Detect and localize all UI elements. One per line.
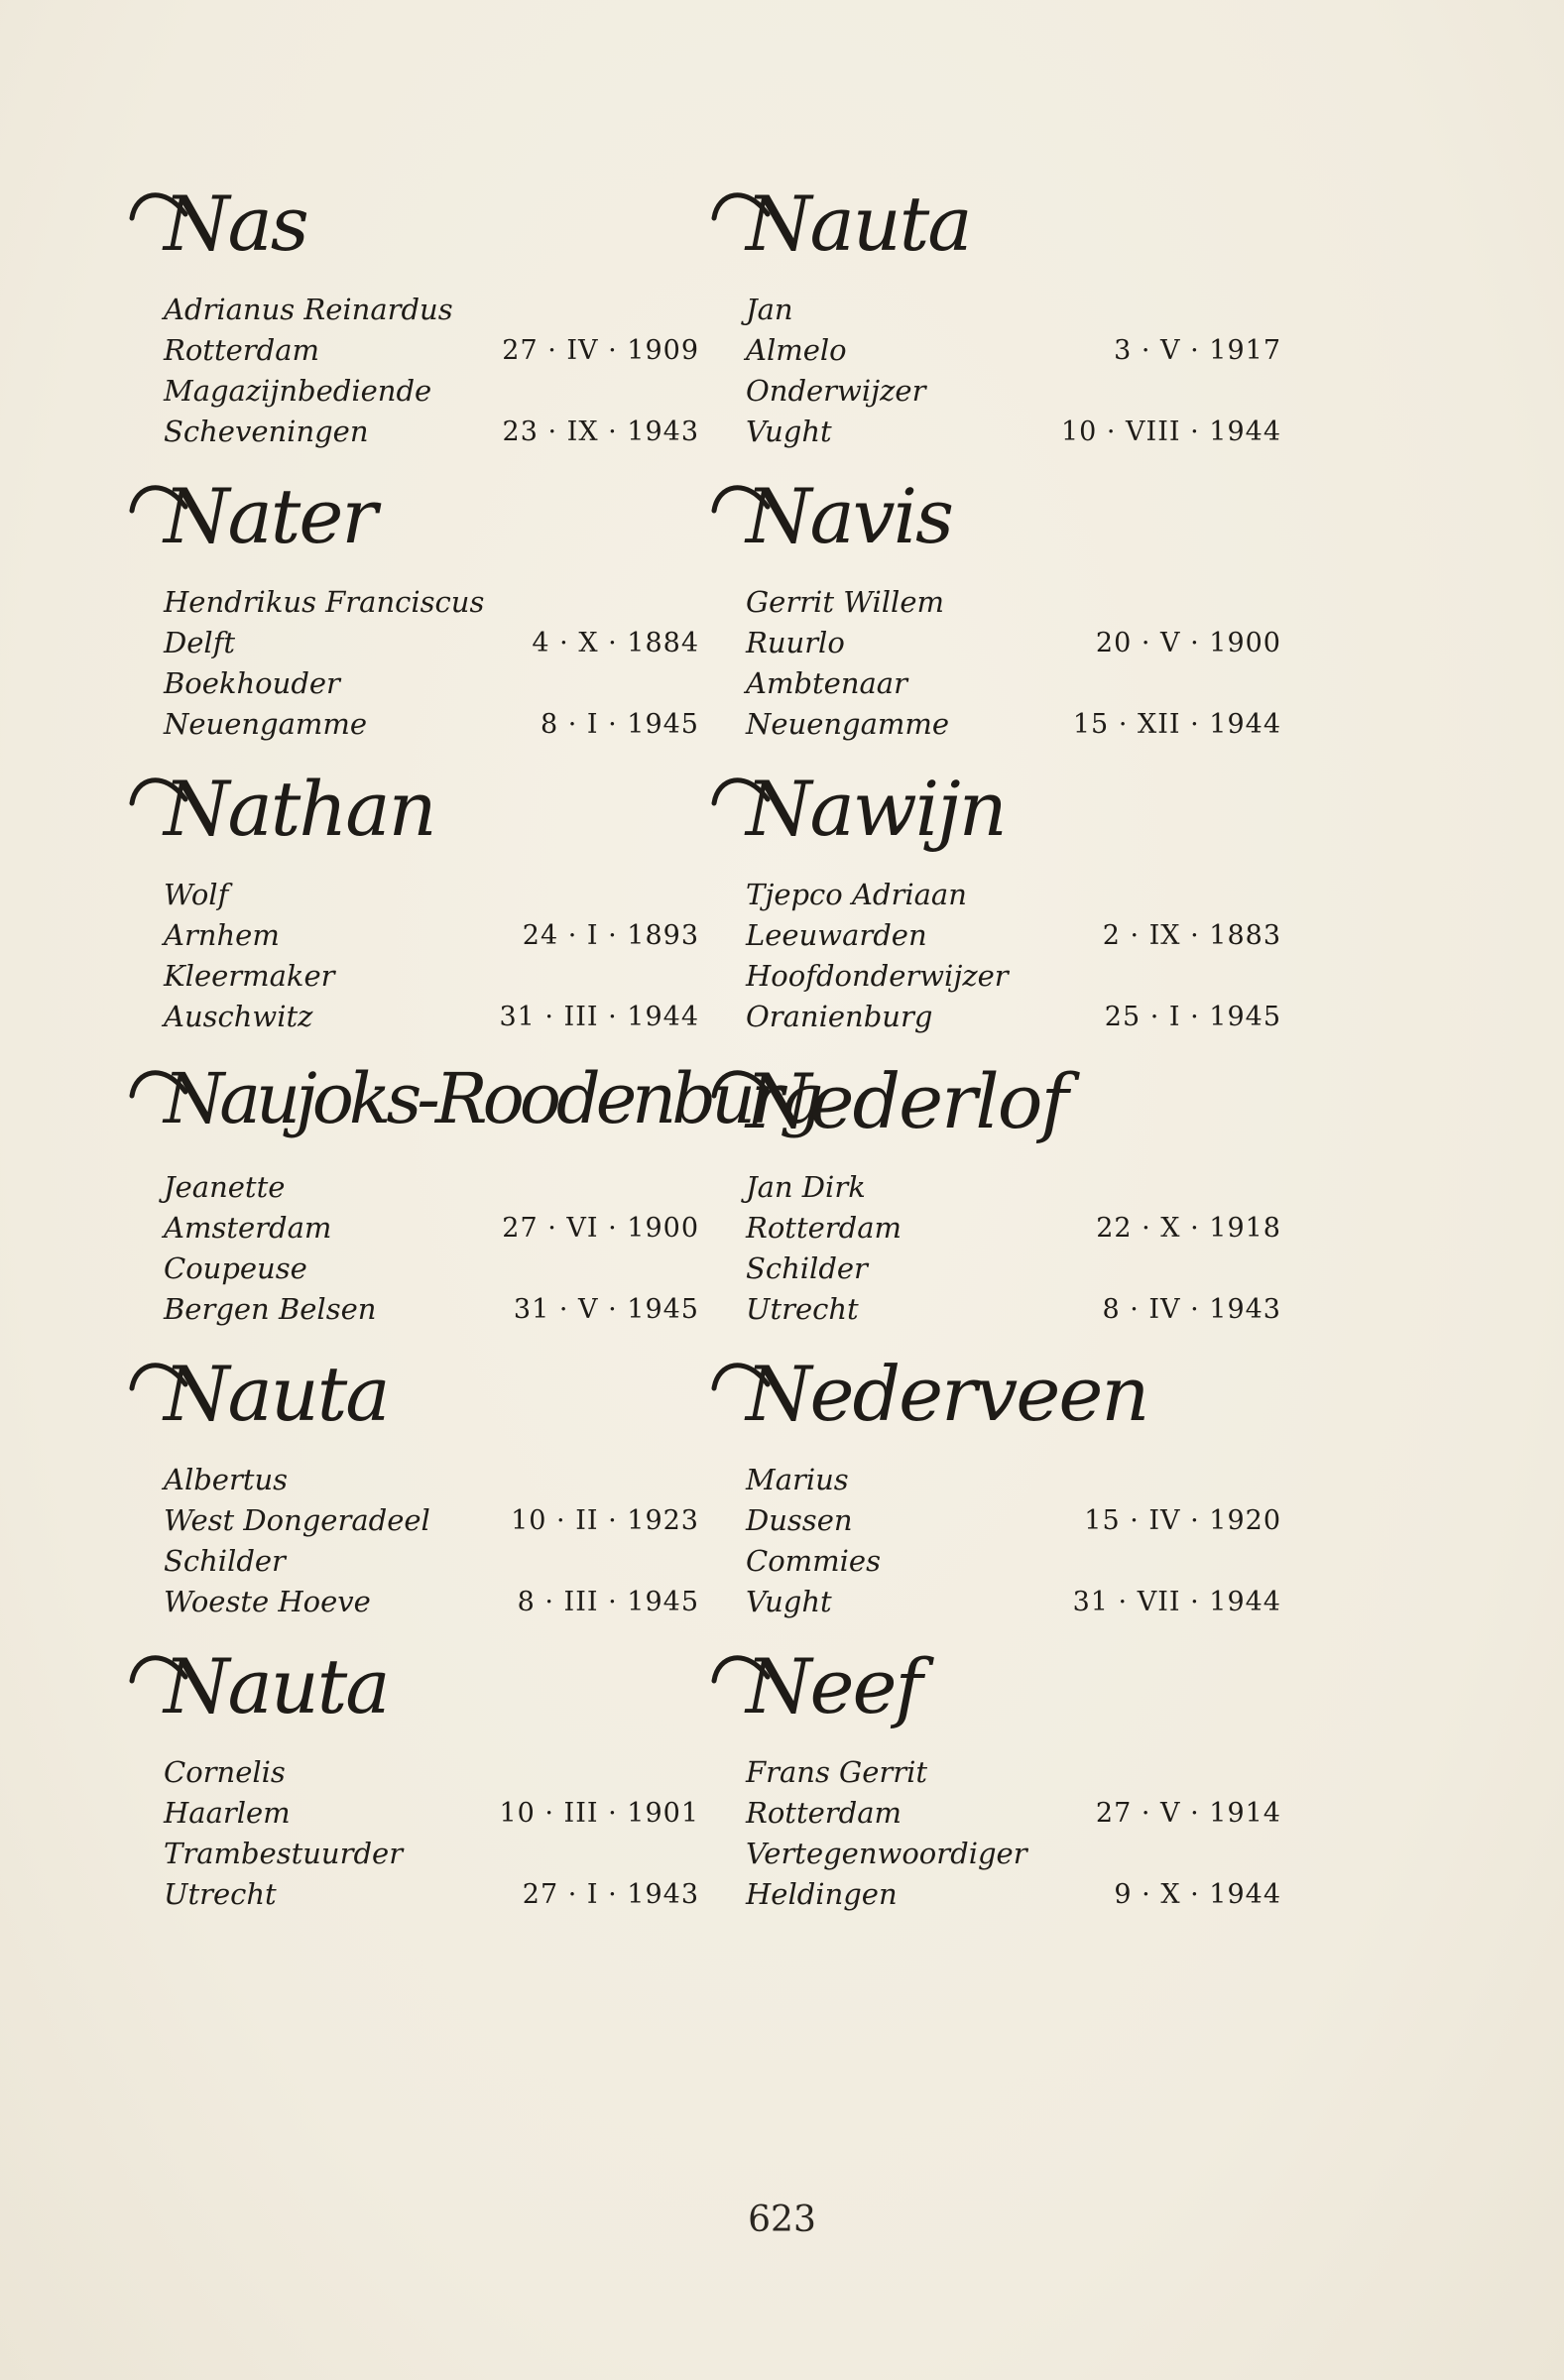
surname-text: Nederlof: [746, 1057, 1067, 1145]
birth-place: Rotterdam: [746, 1211, 902, 1245]
occupation-row: [706, 663, 1281, 704]
occupation-row: [706, 371, 1281, 412]
birth-date: 15 · IV · 1920: [1084, 1505, 1281, 1536]
birth-date: 10 · II · 1923: [511, 1505, 699, 1536]
death-place: Vught: [746, 1585, 832, 1618]
death-date: 8 · IV · 1943: [1102, 1294, 1281, 1325]
death-place: Bergen Belsen: [164, 1292, 377, 1326]
occupation-row: [124, 1834, 699, 1874]
surname-heading: [124, 471, 699, 582]
calligraphic-flourish-icon: [124, 764, 193, 833]
calligraphic-flourish-icon: [706, 178, 776, 248]
surname-heading: [706, 1641, 1281, 1752]
birth-row: [706, 1500, 1281, 1541]
memorial-entry: [124, 178, 699, 471]
surname-heading: [706, 1056, 1281, 1167]
death-date: 23 · IX · 1943: [502, 416, 699, 447]
given-names: Tjepco Adriaan: [746, 878, 967, 911]
death-date: 8 · I · 1945: [540, 709, 699, 740]
birth-place: Delft: [164, 626, 236, 659]
occupation-row: [706, 1834, 1281, 1874]
surname-heading: [706, 471, 1281, 582]
birth-place: Haarlem: [164, 1796, 291, 1830]
birth-date: 22 · X · 1918: [1096, 1213, 1281, 1244]
birth-date: 24 · I · 1893: [522, 920, 699, 951]
occupation-row: [124, 663, 699, 704]
death-date: 25 · I · 1945: [1104, 1002, 1281, 1032]
given-names: Marius: [746, 1463, 849, 1496]
surname-heading: [124, 1056, 819, 1167]
birth-row: [124, 1793, 699, 1834]
occupation: Schilder: [746, 1251, 868, 1285]
birth-date: 3 · V · 1917: [1114, 335, 1281, 366]
memorial-entry: [706, 1056, 1281, 1349]
occupation: Ambtenaar: [746, 666, 907, 700]
given-names-row: [124, 290, 699, 330]
birth-row: [124, 1208, 699, 1249]
given-names-row: [706, 875, 1281, 915]
surname-heading: [706, 764, 1281, 875]
memorial-entry: [124, 764, 699, 1056]
birth-row: [706, 915, 1281, 956]
death-row: [706, 412, 1281, 452]
death-place: Utrecht: [164, 1877, 277, 1911]
birth-place: Rotterdam: [164, 333, 319, 367]
occupation-row: [124, 371, 699, 412]
given-names-row: [124, 1167, 699, 1208]
death-place: Utrecht: [746, 1292, 859, 1326]
calligraphic-flourish-icon: [706, 471, 776, 540]
birth-place: Dussen: [746, 1503, 853, 1537]
birth-row: [706, 1208, 1281, 1249]
given-names-row: [124, 1752, 699, 1793]
given-names-row: [124, 582, 699, 623]
death-date: 31 · III · 1944: [499, 1002, 699, 1032]
death-row: [124, 1874, 699, 1915]
surname-text: Nauta: [164, 1642, 389, 1730]
surname-text: Neef: [746, 1642, 921, 1730]
birth-date: 2 · IX · 1883: [1102, 920, 1281, 951]
birth-row: [124, 623, 699, 663]
surname-text: Nathan: [164, 765, 435, 853]
given-names-row: [706, 582, 1281, 623]
surname-heading: [706, 1349, 1281, 1460]
given-names: Jeanette: [164, 1170, 286, 1204]
death-row: [124, 412, 699, 452]
birth-place: Rotterdam: [746, 1796, 902, 1830]
occupation: Schilder: [164, 1544, 286, 1578]
death-date: 9 · X · 1944: [1114, 1879, 1281, 1910]
birth-date: 27 · V · 1914: [1095, 1798, 1281, 1829]
death-row: [706, 1582, 1281, 1622]
birth-place: Almelo: [746, 333, 847, 367]
occupation: Trambestuurder: [164, 1837, 404, 1870]
surname-text: Naujoks-Roodenburg: [164, 1058, 819, 1139]
occupation: Coupeuse: [164, 1251, 307, 1285]
birth-row: [124, 1500, 699, 1541]
calligraphic-flourish-icon: [706, 1641, 776, 1711]
occupation-row: [706, 1249, 1281, 1289]
calligraphic-flourish-icon: [124, 178, 193, 248]
given-names-row: [124, 875, 699, 915]
death-place: Scheveningen: [164, 415, 369, 448]
given-names: Gerrit Willem: [746, 585, 944, 619]
given-names-row: [706, 1460, 1281, 1500]
surname-text: Nas: [164, 179, 307, 268]
death-place: Neuengamme: [746, 707, 950, 741]
memorial-entry: [706, 1641, 1281, 1934]
calligraphic-flourish-icon: [706, 764, 776, 833]
occupation-row: [706, 1541, 1281, 1582]
occupation: Vertegenwoordiger: [746, 1837, 1027, 1870]
death-row: [124, 1582, 699, 1622]
surname-text: Navis: [746, 472, 953, 560]
memorial-entry: [124, 471, 699, 764]
death-place: Heldingen: [746, 1877, 898, 1911]
death-row: [706, 1289, 1281, 1330]
calligraphic-flourish-icon: [124, 1056, 193, 1126]
occupation-row: [124, 956, 699, 997]
birth-place: Arnhem: [164, 918, 280, 952]
occupation-row: [124, 1541, 699, 1582]
memorial-entry: [124, 1349, 699, 1641]
birth-row: [124, 915, 699, 956]
calligraphic-flourish-icon: [706, 1056, 776, 1126]
death-place: Vught: [746, 415, 832, 448]
death-row: [124, 997, 699, 1037]
death-place: Auschwitz: [164, 1000, 313, 1033]
given-names-row: [706, 1167, 1281, 1208]
death-date: 8 · III · 1945: [517, 1587, 699, 1617]
memorial-entry: [706, 1349, 1281, 1641]
given-names-row: [706, 290, 1281, 330]
birth-place: Amsterdam: [164, 1211, 332, 1245]
calligraphic-flourish-icon: [124, 471, 193, 540]
birth-place: Ruurlo: [746, 626, 845, 659]
memorial-entry: [124, 1641, 699, 1934]
birth-place: Leeuwarden: [746, 918, 927, 952]
birth-row: [706, 623, 1281, 663]
given-names: Adrianus Reinardus: [164, 293, 453, 326]
surname-text: Nawijn: [746, 765, 1006, 853]
given-names-row: [124, 1460, 699, 1500]
birth-date: 27 · IV · 1909: [502, 335, 699, 366]
right-column: [706, 178, 1281, 1934]
page-number: 623: [748, 2200, 816, 2240]
birth-date: 27 · VI · 1900: [502, 1213, 699, 1244]
calligraphic-flourish-icon: [706, 1349, 776, 1418]
occupation: Magazijnbediende: [164, 374, 432, 408]
occupation: Boekhouder: [164, 666, 340, 700]
death-row: [706, 1874, 1281, 1915]
given-names: Hendrikus Franciscus: [164, 585, 485, 619]
death-place: Oranienburg: [746, 1000, 933, 1033]
birth-row: [124, 330, 699, 371]
death-date: 27 · I · 1943: [522, 1879, 699, 1910]
birth-row: [706, 330, 1281, 371]
given-names: Cornelis: [164, 1755, 286, 1789]
surname-text: Nederveen: [746, 1350, 1148, 1438]
surname-text: Nater: [164, 472, 376, 560]
occupation-row: [124, 1249, 699, 1289]
death-date: 31 · VII · 1944: [1072, 1587, 1281, 1617]
memorial-entry: [706, 178, 1281, 471]
memorial-entry: [706, 764, 1281, 1056]
death-row: [124, 1289, 699, 1330]
occupation-row: [706, 956, 1281, 997]
surname-text: Nauta: [164, 1350, 389, 1438]
occupation: Kleermaker: [164, 959, 335, 993]
death-date: 10 · VIII · 1944: [1060, 416, 1281, 447]
given-names: Albertus: [164, 1463, 289, 1496]
death-date: 15 · XII · 1944: [1072, 709, 1281, 740]
given-names: Jan: [746, 293, 793, 326]
surname-heading: [706, 178, 1281, 290]
birth-row: [706, 1793, 1281, 1834]
given-names-row: [706, 1752, 1281, 1793]
death-row: [124, 704, 699, 745]
surname-heading: [124, 178, 699, 290]
birth-date: 10 · III · 1901: [499, 1798, 699, 1829]
calligraphic-flourish-icon: [124, 1349, 193, 1418]
birth-date: 4 · X · 1884: [532, 628, 699, 658]
occupation: Commies: [746, 1544, 881, 1578]
birth-date: 20 · V · 1900: [1095, 628, 1281, 658]
death-row: [706, 704, 1281, 745]
surname-heading: [124, 1349, 699, 1460]
calligraphic-flourish-icon: [124, 1641, 193, 1711]
surname-heading: [124, 1641, 699, 1752]
given-names: Wolf: [164, 878, 229, 911]
memorial-entry: [706, 471, 1281, 764]
occupation: Onderwijzer: [746, 374, 926, 408]
given-names: Frans Gerrit: [746, 1755, 928, 1789]
death-place: Neuengamme: [164, 707, 368, 741]
surname-heading: [124, 764, 699, 875]
given-names: Jan Dirk: [746, 1170, 866, 1204]
birth-place: West Dongeradeel: [164, 1503, 430, 1537]
death-date: 31 · V · 1945: [513, 1294, 699, 1325]
death-row: [706, 997, 1281, 1037]
occupation: Hoofdonderwijzer: [746, 959, 1009, 993]
surname-text: Nauta: [746, 179, 971, 268]
death-place: Woeste Hoeve: [164, 1585, 371, 1618]
